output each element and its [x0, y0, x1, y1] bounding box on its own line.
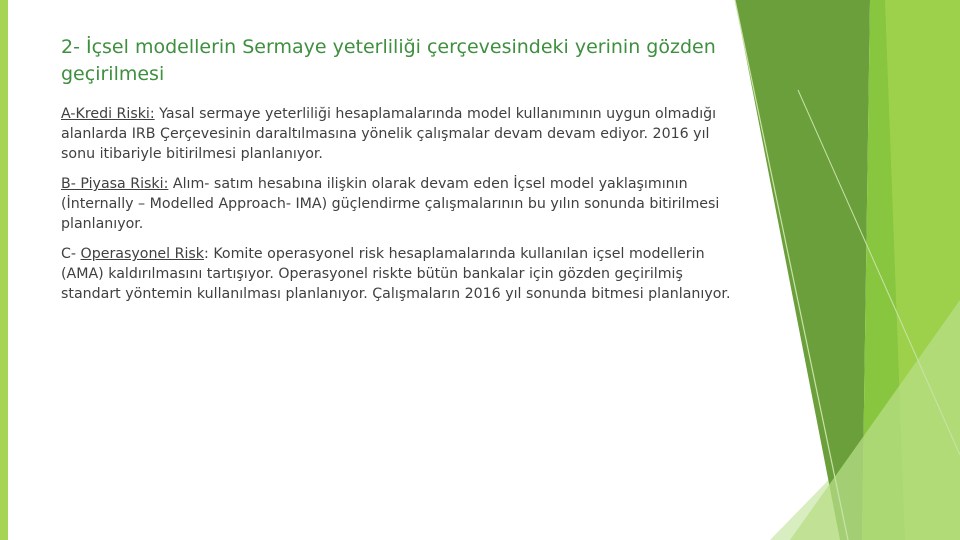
paragraph-label: A-Kredi Riski: [61, 106, 155, 122]
paragraph-operasyonel-risk [61, 244, 731, 304]
paragraph-suffix: : [204, 246, 209, 262]
paragraph-body: Alım- satım hesabına ilişkin olarak devam eden İçsel model yaklaşımının (İnternally – Modelled Approach- IMA) güçlendirme çalışmalarının bu yılın sonunda bitirilmesi planlanıyor. [61, 176, 720, 232]
left-accent-bar [0, 0, 8, 540]
paragraph-piyasa-riski [61, 174, 731, 234]
paragraph-prefix: C- [61, 246, 81, 262]
slide-body [61, 104, 731, 314]
paragraph-body: Komite operasyonel risk hesaplamalarında kullanılan içsel modellerin (AMA) kaldırılmasını tartışıyor. Operasyonel riskte bütün bankalar için gözden geçirilmiş standart yöntemin kullanılması planlanıyor. Çalışmaların 2016 yıl sonunda bitmesi planlanıyor. [61, 246, 731, 302]
paragraph-label: Operasyonel Risk [80, 246, 205, 262]
slide-title: 2- İçsel modellerin Sermaye yeterliliği çerçevesindeki yerinin gözden geçirilmesi [61, 36, 716, 85]
paragraph-kredi-riski [61, 104, 731, 164]
paragraph-label: B- Piyasa Riski: [61, 176, 169, 192]
paragraph-body: Yasal sermaye yeterliliği hesaplamalarında model kullanımının uygun olmadığı alanlarda IRB Çerçevesinin daraltılmasına yönelik çalışmalar devam devam ediyor. 2016 yıl sonu itibariyle bitirilmesi planlanıyor. [61, 106, 717, 162]
